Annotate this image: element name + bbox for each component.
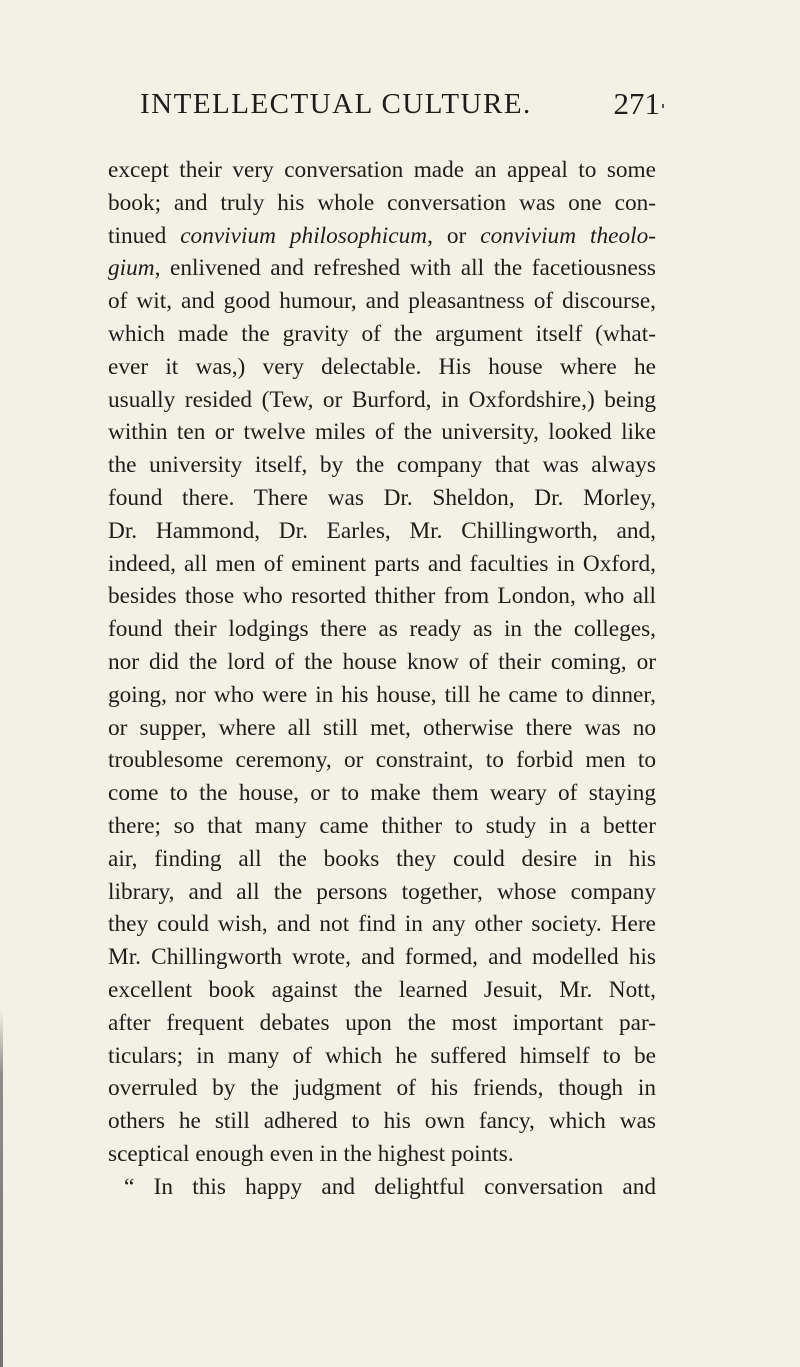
text-line: found there. There was Dr. Sheldon, Dr. Morley, <box>108 484 656 511</box>
text-line: which made the gravity of the argument itself (what- <box>108 320 656 347</box>
page-number: 271 <box>613 86 660 121</box>
text-line: they could wish, and not find in any other society. Here <box>108 911 656 938</box>
text-line: Dr. Hammond, Dr. Earles, Mr. Chillingworth, and, <box>108 517 656 544</box>
text-line: tinued convivium philosophicum, or convivium theolo- <box>108 222 656 249</box>
text-line: troublesome ceremony, or constraint, to forbid men to <box>108 747 656 774</box>
text-line: nor did the lord of the house know of their coming, or <box>108 648 656 675</box>
text-line: usually resided (Tew, or Burford, in Oxfordshire,) being <box>108 386 656 413</box>
text-line: indeed, all men of eminent parts and faculties in Oxford, <box>108 550 656 577</box>
text-line: after frequent debates upon the most important par- <box>108 1009 656 1036</box>
text-line: ticulars; in many of which he suffered himself to be <box>108 1042 656 1069</box>
text-line: air, finding all the books they could desire in his <box>108 845 656 872</box>
text-line: there; so that many came thither to study in a better <box>108 812 656 839</box>
text-line: library, and all the persons together, whose company <box>108 878 656 905</box>
text-line: within ten or twelve miles of the university, looked like <box>108 419 656 446</box>
text-line: of wit, and good humour, and pleasantness of discourse, <box>108 288 656 315</box>
text-line: going, nor who were in his house, till he came to dinner, <box>108 681 656 708</box>
text-line: book; and truly his whole conversation was one con- <box>108 189 656 216</box>
margin-mark <box>662 104 664 108</box>
running-head <box>140 88 660 124</box>
body-text <box>108 154 656 1204</box>
text-line: found their lodgings there as ready as in the colleges, <box>108 616 656 643</box>
text-line: sceptical enough even in the highest points. <box>108 1140 514 1167</box>
text-line: excellent book against the learned Jesuit, Mr. Nott, <box>108 976 656 1003</box>
text-line: Mr. Chillingworth wrote, and formed, and modelled his <box>108 944 656 971</box>
text-line: overruled by the judgment of his friends, though in <box>108 1075 656 1102</box>
text-line: come to the house, or to make them weary of staying <box>108 780 656 807</box>
text-line: or supper, where all still met, otherwise there was no <box>108 714 656 741</box>
text-line: the university itself, by the company that was always <box>108 452 656 479</box>
gutter-shadow <box>0 1010 3 1367</box>
text-line: ever it was,) very delectable. His house where he <box>108 353 656 380</box>
text-line: gium, enlivened and refreshed with all the facetiousness <box>108 255 656 282</box>
text-line: besides those who resorted thither from London, who all <box>108 583 656 610</box>
text-line: others he still adhered to his own fancy, which was <box>108 1108 656 1135</box>
text-line: except their very conversation made an appeal to some <box>108 157 656 183</box>
text-line: “ In this happy and delightful conversation and <box>124 1173 656 1200</box>
running-title: INTELLECTUAL CULTURE. <box>140 88 532 120</box>
